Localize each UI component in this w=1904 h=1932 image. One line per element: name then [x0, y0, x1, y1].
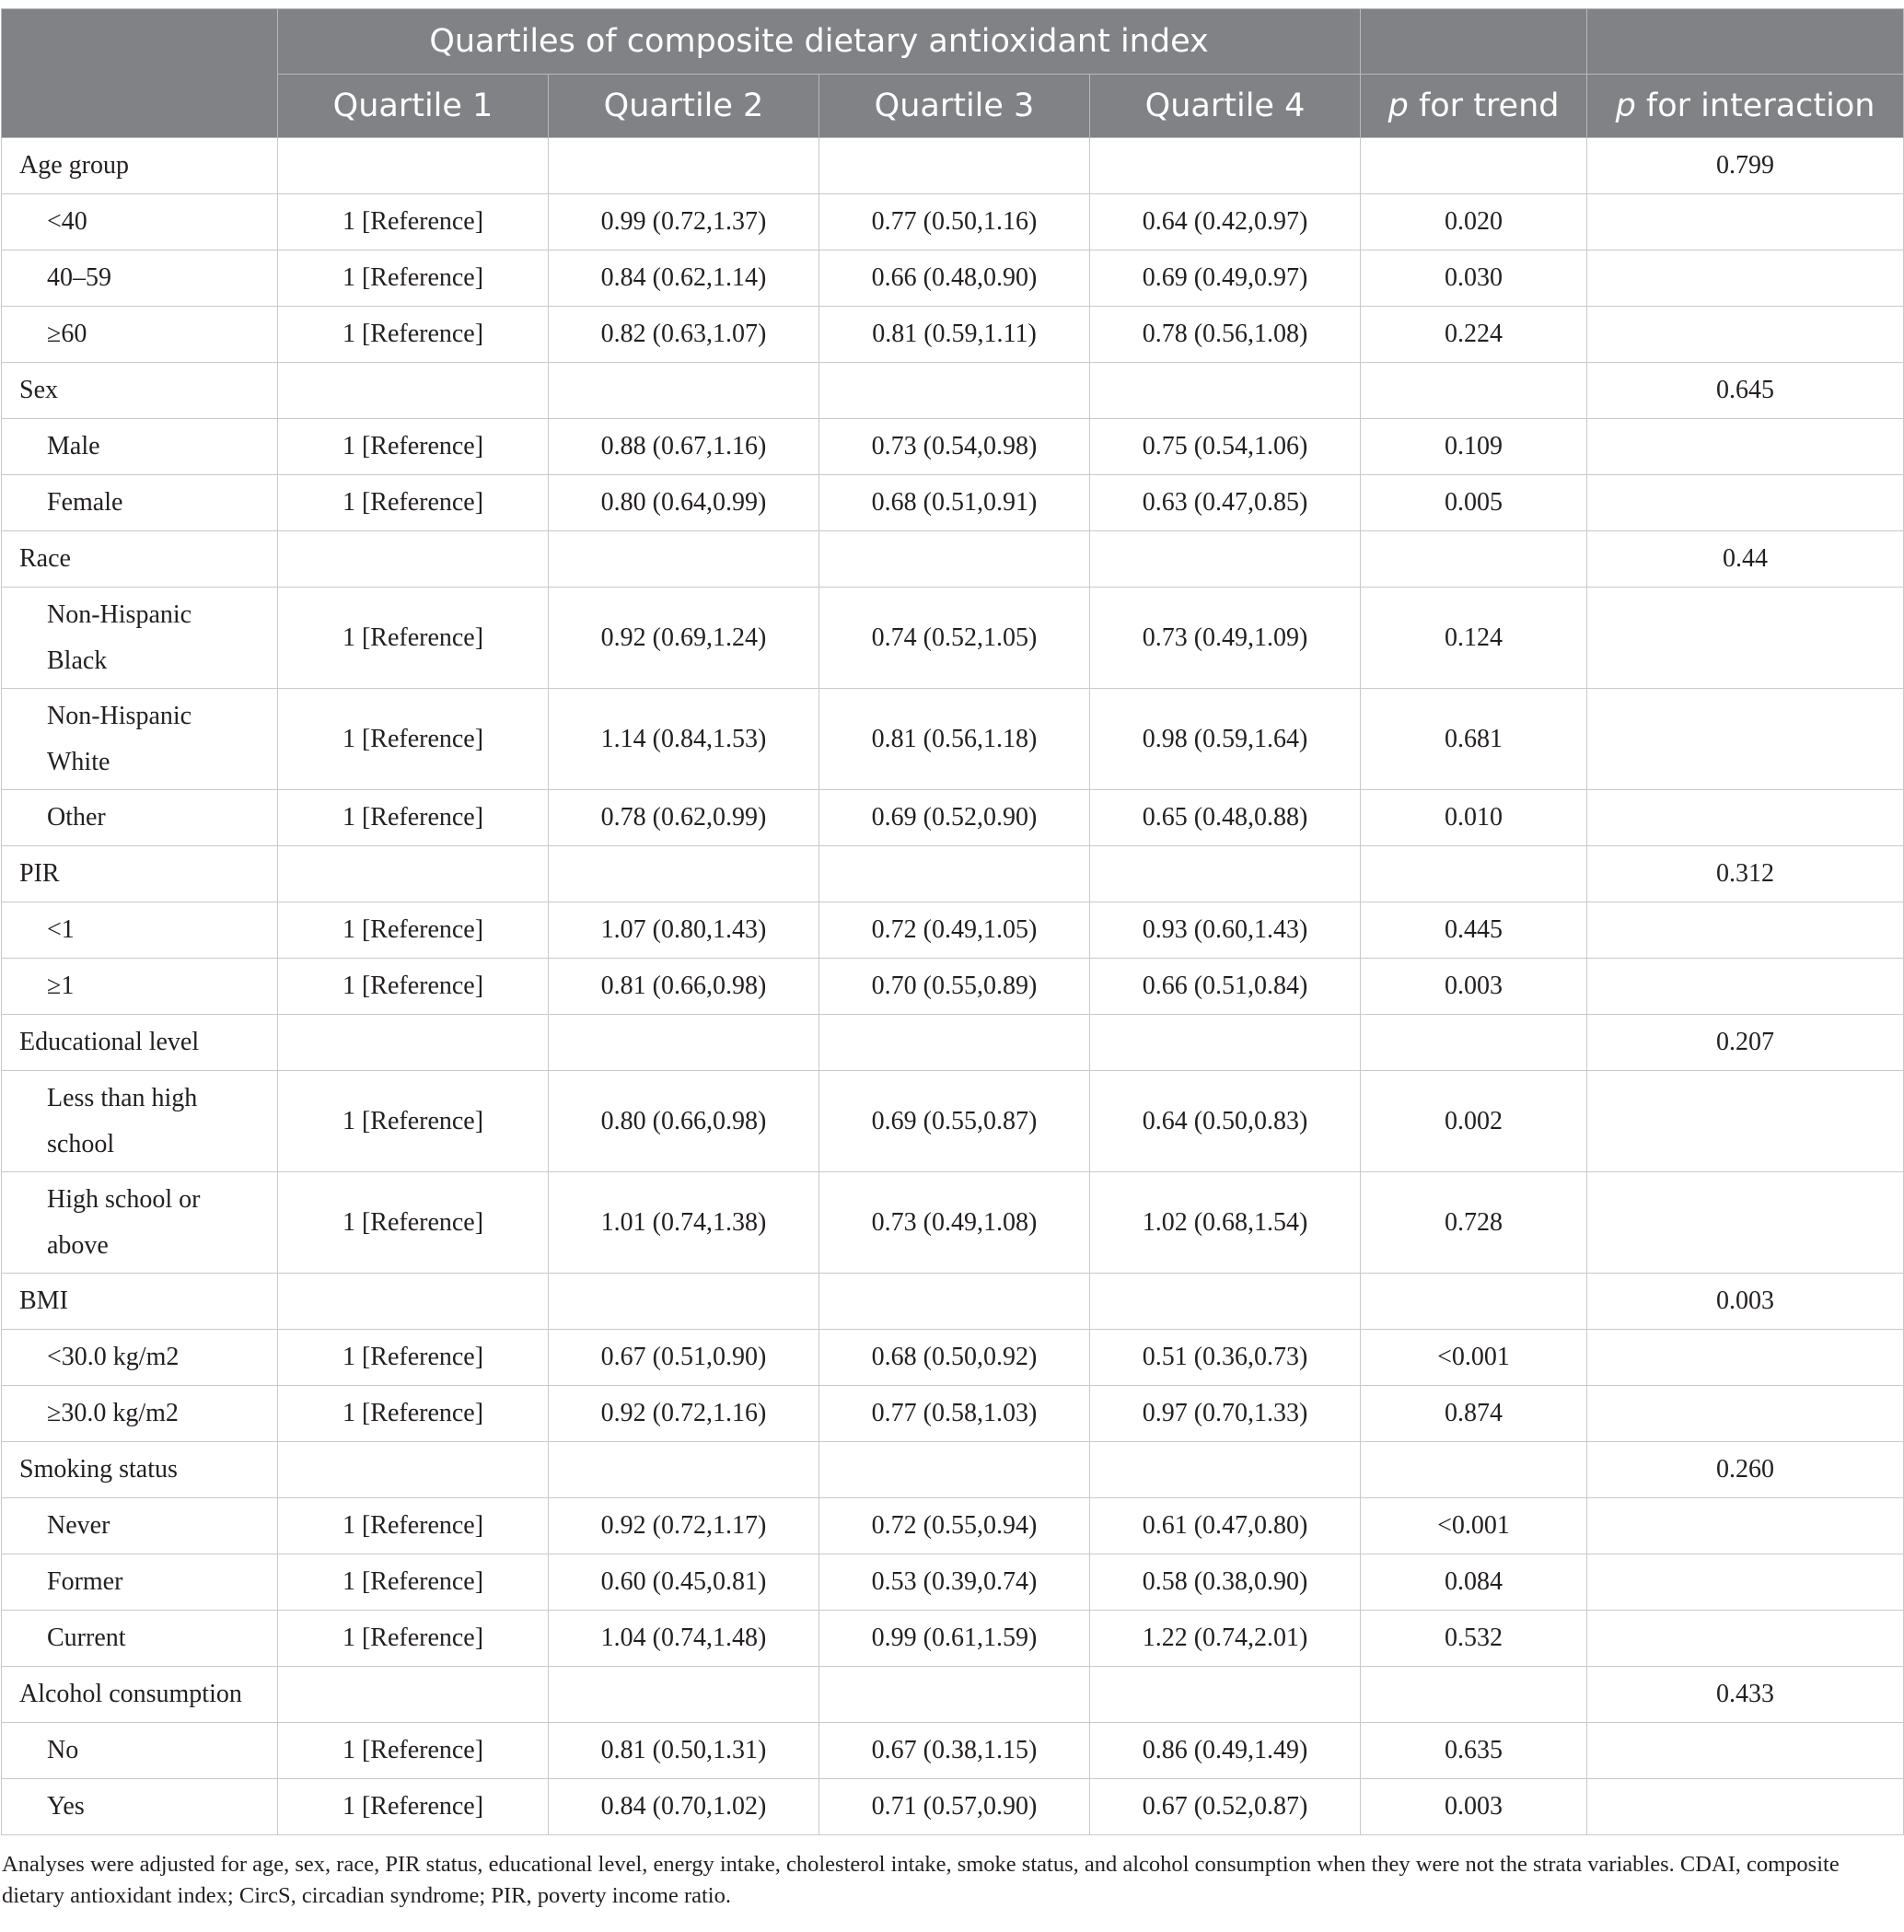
empty-cell	[1587, 959, 1904, 1015]
quartile-2-value: 0.92 (0.72,1.16)	[549, 1386, 819, 1442]
p-italic: p	[1615, 87, 1636, 124]
empty-cell	[549, 1442, 819, 1498]
quartile-3-value: 0.99 (0.61,1.59)	[819, 1611, 1090, 1667]
p-interaction-value: 0.799	[1587, 138, 1904, 194]
quartile-4-value: 0.97 (0.70,1.33)	[1090, 1386, 1361, 1442]
quartile-1-value: 1 [Reference]	[278, 1611, 549, 1667]
table-row	[2, 250, 1904, 307]
quartile-2-value: 0.67 (0.51,0.90)	[549, 1330, 819, 1386]
p-trend-value: 0.030	[1361, 250, 1587, 307]
quartile-2-value: 0.80 (0.66,0.98)	[549, 1071, 819, 1172]
quartile-2-value: 0.84 (0.62,1.14)	[549, 250, 819, 307]
row-label: 40–59	[2, 250, 278, 307]
quartile-1-value: 1 [Reference]	[278, 250, 549, 307]
p-interaction-value: 0.312	[1587, 846, 1904, 902]
p-trend-value: 0.728	[1361, 1172, 1587, 1274]
quartile-3-value: 0.68 (0.51,0.91)	[819, 475, 1090, 531]
header-blank-cell	[2, 9, 278, 138]
table-footnote: Analyses were adjusted for age, sex, race, PIR status, educational level, energy intake, cholesterol intake, smoke status, and alcohol consumption when they were not the strata variables. CDAI, composite dietary antioxidant index; CircS, circadian syndrome; PIR, poverty income ratio.	[2, 1852, 1840, 1908]
quartile-2-value: 1.14 (0.84,1.53)	[549, 689, 819, 790]
table-row	[2, 1330, 1904, 1386]
quartile-4-value: 0.63 (0.47,0.85)	[1090, 475, 1361, 531]
p-trend-value: 0.084	[1361, 1554, 1587, 1611]
empty-cell	[278, 531, 549, 588]
section-label: Alcohol consumption	[2, 1667, 278, 1723]
table-row	[2, 959, 1904, 1015]
section-label: Sex	[2, 363, 278, 419]
quartile-2-value: 0.92 (0.72,1.17)	[549, 1498, 819, 1554]
empty-cell	[819, 1015, 1090, 1071]
row-label: ≥1	[2, 959, 278, 1015]
quartile-3-value: 0.74 (0.52,1.05)	[819, 588, 1090, 689]
p-interaction-value: 0.44	[1587, 531, 1904, 588]
row-label-line: Less than high	[47, 1083, 198, 1112]
quartile-4-value: 0.78 (0.56,1.08)	[1090, 307, 1361, 363]
empty-cell	[1090, 1015, 1361, 1071]
quartile-3-value: 0.53 (0.39,0.74)	[819, 1554, 1090, 1611]
empty-cell	[1090, 1442, 1361, 1498]
section-label: PIR	[2, 846, 278, 902]
quartile-1-value: 1 [Reference]	[278, 1498, 549, 1554]
quartile-2-value: 0.80 (0.64,0.99)	[549, 475, 819, 531]
row-label	[2, 588, 278, 689]
table-row	[2, 1723, 1904, 1779]
p-trend-value: 0.005	[1361, 475, 1587, 531]
section-label: Smoking status	[2, 1442, 278, 1498]
quartile-3-value: 0.72 (0.49,1.05)	[819, 902, 1090, 959]
table-row	[2, 1071, 1904, 1172]
empty-cell	[1587, 1723, 1904, 1779]
header-quartile-1: Quartile 1	[278, 75, 549, 138]
quartile-3-value: 0.77 (0.58,1.03)	[819, 1386, 1090, 1442]
empty-cell	[549, 531, 819, 588]
empty-cell	[1587, 1498, 1904, 1554]
empty-cell	[1361, 846, 1587, 902]
header-quartile-2: Quartile 2	[549, 75, 819, 138]
empty-cell	[1090, 1274, 1361, 1330]
quartile-4-value: 0.98 (0.59,1.64)	[1090, 689, 1361, 790]
empty-cell	[1090, 846, 1361, 902]
section-label: Age group	[2, 138, 278, 194]
quartile-2-value: 0.81 (0.66,0.98)	[549, 959, 819, 1015]
quartile-1-value: 1 [Reference]	[278, 959, 549, 1015]
quartile-3-value: 0.81 (0.56,1.18)	[819, 689, 1090, 790]
p-interaction-value: 0.645	[1587, 363, 1904, 419]
section-label: Race	[2, 531, 278, 588]
quartile-2-value: 0.81 (0.50,1.31)	[549, 1723, 819, 1779]
empty-cell	[1090, 363, 1361, 419]
p-trend-value: 0.003	[1361, 959, 1587, 1015]
row-label	[2, 1071, 278, 1172]
header-group-title: Quartiles of composite dietary antioxidant index	[278, 9, 1361, 75]
empty-cell	[819, 138, 1090, 194]
p-trend-value: 0.010	[1361, 790, 1587, 846]
empty-cell	[1090, 531, 1361, 588]
empty-cell	[1587, 475, 1904, 531]
row-label: Current	[2, 1611, 278, 1667]
empty-cell	[1587, 1779, 1904, 1835]
empty-cell	[1587, 588, 1904, 689]
quartile-4-value: 0.69 (0.49,0.97)	[1090, 250, 1361, 307]
empty-cell	[278, 1015, 549, 1071]
table-header	[2, 9, 1904, 138]
quartile-2-value: 0.99 (0.72,1.37)	[549, 194, 819, 250]
empty-cell	[278, 846, 549, 902]
row-label: Other	[2, 790, 278, 846]
empty-cell	[1587, 1172, 1904, 1274]
table-row	[2, 689, 1904, 790]
table-row	[2, 1779, 1904, 1835]
quartile-4-value: 1.02 (0.68,1.54)	[1090, 1172, 1361, 1274]
row-label-line: Black	[47, 646, 108, 675]
quartile-3-value: 0.70 (0.55,0.89)	[819, 959, 1090, 1015]
empty-cell	[819, 531, 1090, 588]
quartile-4-value: 0.73 (0.49,1.09)	[1090, 588, 1361, 689]
row-label-line: White	[47, 747, 110, 776]
p-trend-value: 0.532	[1361, 1611, 1587, 1667]
empty-cell	[549, 1274, 819, 1330]
quartile-2-value: 1.01 (0.74,1.38)	[549, 1172, 819, 1274]
empty-cell	[819, 363, 1090, 419]
empty-cell	[1587, 250, 1904, 307]
p-trend-value: 0.681	[1361, 689, 1587, 790]
p-trend-value: <0.001	[1361, 1498, 1587, 1554]
row-label: Female	[2, 475, 278, 531]
p-italic: p	[1387, 87, 1409, 124]
header-blank-cell	[1587, 9, 1904, 75]
p-interaction-value: 0.433	[1587, 1667, 1904, 1723]
row-label	[2, 689, 278, 790]
empty-cell	[1587, 194, 1904, 250]
quartile-2-value: 0.88 (0.67,1.16)	[549, 419, 819, 475]
p-trend-value: 0.224	[1361, 307, 1587, 363]
section-label: BMI	[2, 1274, 278, 1330]
empty-cell	[549, 138, 819, 194]
table-row	[2, 588, 1904, 689]
table-section-row	[2, 138, 1904, 194]
empty-cell	[278, 138, 549, 194]
p-trend-value: 0.109	[1361, 419, 1587, 475]
quartile-1-value: 1 [Reference]	[278, 194, 549, 250]
empty-cell	[549, 846, 819, 902]
table-section-row	[2, 846, 1904, 902]
empty-cell	[1090, 1667, 1361, 1723]
empty-cell	[278, 1274, 549, 1330]
quartile-1-value: 1 [Reference]	[278, 1071, 549, 1172]
quartile-3-value: 0.66 (0.48,0.90)	[819, 250, 1090, 307]
row-label-line: above	[47, 1230, 109, 1260]
quartile-4-value: 0.86 (0.49,1.49)	[1090, 1723, 1361, 1779]
quartile-1-value: 1 [Reference]	[278, 307, 549, 363]
quartile-4-value: 0.64 (0.42,0.97)	[1090, 194, 1361, 250]
p-trend-value: <0.001	[1361, 1330, 1587, 1386]
quartile-3-value: 0.69 (0.52,0.90)	[819, 790, 1090, 846]
row-label: No	[2, 1723, 278, 1779]
quartile-2-value: 1.04 (0.74,1.48)	[549, 1611, 819, 1667]
p-trend-label: for trend	[1408, 87, 1560, 124]
empty-cell	[1587, 1611, 1904, 1667]
quartile-3-value: 0.67 (0.38,1.15)	[819, 1723, 1090, 1779]
header-p-for-trend	[1361, 75, 1587, 138]
empty-cell	[1587, 790, 1904, 846]
table-row	[2, 1386, 1904, 1442]
row-label: <30.0 kg/m2	[2, 1330, 278, 1386]
quartile-2-value: 0.60 (0.45,0.81)	[549, 1554, 819, 1611]
empty-cell	[1587, 902, 1904, 959]
p-interaction-label: for interaction	[1635, 87, 1875, 124]
p-trend-value: 0.020	[1361, 194, 1587, 250]
table-row	[2, 790, 1904, 846]
section-label: Educational level	[2, 1015, 278, 1071]
row-label-line: school	[47, 1129, 115, 1158]
table-section-row	[2, 531, 1904, 588]
header-blank-cell	[1361, 9, 1587, 75]
table-container	[0, 8, 1904, 1835]
quartile-1-value: 1 [Reference]	[278, 588, 549, 689]
quartile-4-value: 0.65 (0.48,0.88)	[1090, 790, 1361, 846]
quartile-1-value: 1 [Reference]	[278, 1779, 549, 1835]
quartile-1-value: 1 [Reference]	[278, 419, 549, 475]
empty-cell	[819, 1442, 1090, 1498]
empty-cell	[1587, 307, 1904, 363]
row-label: Male	[2, 419, 278, 475]
quartile-4-value: 0.61 (0.47,0.80)	[1090, 1498, 1361, 1554]
table-section-row	[2, 1015, 1904, 1071]
empty-cell	[549, 1015, 819, 1071]
p-trend-value: 0.445	[1361, 902, 1587, 959]
p-interaction-value: 0.003	[1587, 1274, 1904, 1330]
quartile-4-value: 0.66 (0.51,0.84)	[1090, 959, 1361, 1015]
empty-cell	[1361, 363, 1587, 419]
row-label-line: Non-Hispanic	[47, 701, 192, 730]
quartile-3-value: 0.72 (0.55,0.94)	[819, 1498, 1090, 1554]
row-label-line: Non-Hispanic	[47, 599, 192, 629]
empty-cell	[1361, 1015, 1587, 1071]
empty-cell	[1587, 1554, 1904, 1611]
empty-cell	[1361, 1274, 1587, 1330]
quartile-2-value: 0.92 (0.69,1.24)	[549, 588, 819, 689]
quartile-1-value: 1 [Reference]	[278, 902, 549, 959]
row-label: Never	[2, 1498, 278, 1554]
table-body	[2, 138, 1904, 1835]
table-row	[2, 1172, 1904, 1274]
table-row	[2, 1554, 1904, 1611]
table-row	[2, 194, 1904, 250]
empty-cell	[1361, 1667, 1587, 1723]
row-label	[2, 1172, 278, 1274]
header-quartile-4: Quartile 4	[1090, 75, 1361, 138]
quartile-1-value: 1 [Reference]	[278, 1172, 549, 1274]
quartile-2-value: 0.82 (0.63,1.07)	[549, 307, 819, 363]
table-section-row	[2, 1667, 1904, 1723]
subgroup-table	[1, 8, 1904, 1835]
quartile-3-value: 0.68 (0.50,0.92)	[819, 1330, 1090, 1386]
quartile-1-value: 1 [Reference]	[278, 1723, 549, 1779]
quartile-4-value: 0.93 (0.60,1.43)	[1090, 902, 1361, 959]
p-trend-value: 0.635	[1361, 1723, 1587, 1779]
row-label: Former	[2, 1554, 278, 1611]
empty-cell	[1587, 1330, 1904, 1386]
quartile-1-value: 1 [Reference]	[278, 1386, 549, 1442]
row-label: ≥60	[2, 307, 278, 363]
quartile-2-value: 0.78 (0.62,0.99)	[549, 790, 819, 846]
empty-cell	[1587, 1386, 1904, 1442]
p-trend-value: 0.874	[1361, 1386, 1587, 1442]
quartile-3-value: 0.69 (0.55,0.87)	[819, 1071, 1090, 1172]
table-row	[2, 419, 1904, 475]
quartile-4-value: 0.51 (0.36,0.73)	[1090, 1330, 1361, 1386]
quartile-4-value: 0.64 (0.50,0.83)	[1090, 1071, 1361, 1172]
empty-cell	[1361, 531, 1587, 588]
quartile-1-value: 1 [Reference]	[278, 689, 549, 790]
header-p-for-interaction	[1587, 75, 1904, 138]
empty-cell	[1090, 138, 1361, 194]
p-trend-value: 0.124	[1361, 588, 1587, 689]
quartile-3-value: 0.77 (0.50,1.16)	[819, 194, 1090, 250]
quartile-4-value: 1.22 (0.74,2.01)	[1090, 1611, 1361, 1667]
p-interaction-value: 0.260	[1587, 1442, 1904, 1498]
quartile-1-value: 1 [Reference]	[278, 1330, 549, 1386]
table-row	[2, 1498, 1904, 1554]
header-quartile-3: Quartile 3	[819, 75, 1090, 138]
quartile-4-value: 0.67 (0.52,0.87)	[1090, 1779, 1361, 1835]
quartile-3-value: 0.73 (0.49,1.08)	[819, 1172, 1090, 1274]
quartile-1-value: 1 [Reference]	[278, 475, 549, 531]
empty-cell	[1587, 689, 1904, 790]
quartile-1-value: 1 [Reference]	[278, 790, 549, 846]
empty-cell	[549, 1667, 819, 1723]
quartile-2-value: 0.84 (0.70,1.02)	[549, 1779, 819, 1835]
p-trend-value: 0.003	[1361, 1779, 1587, 1835]
table-row	[2, 475, 1904, 531]
empty-cell	[1587, 419, 1904, 475]
empty-cell	[278, 1667, 549, 1723]
empty-cell	[1361, 1442, 1587, 1498]
table-row	[2, 307, 1904, 363]
row-label: <1	[2, 902, 278, 959]
table-section-row	[2, 1274, 1904, 1330]
empty-cell	[549, 363, 819, 419]
table-section-row	[2, 363, 1904, 419]
quartile-3-value: 0.81 (0.59,1.11)	[819, 307, 1090, 363]
table-row	[2, 1611, 1904, 1667]
p-interaction-value: 0.207	[1587, 1015, 1904, 1071]
quartile-4-value: 0.58 (0.38,0.90)	[1090, 1554, 1361, 1611]
table-row	[2, 902, 1904, 959]
quartile-3-value: 0.71 (0.57,0.90)	[819, 1779, 1090, 1835]
row-label: ≥30.0 kg/m2	[2, 1386, 278, 1442]
quartile-1-value: 1 [Reference]	[278, 1554, 549, 1611]
quartile-3-value: 0.73 (0.54,0.98)	[819, 419, 1090, 475]
p-trend-value: 0.002	[1361, 1071, 1587, 1172]
row-label: Yes	[2, 1779, 278, 1835]
quartile-2-value: 1.07 (0.80,1.43)	[549, 902, 819, 959]
empty-cell	[278, 1442, 549, 1498]
empty-cell	[1361, 138, 1587, 194]
empty-cell	[1587, 1071, 1904, 1172]
table-section-row	[2, 1442, 1904, 1498]
empty-cell	[819, 1667, 1090, 1723]
quartile-4-value: 0.75 (0.54,1.06)	[1090, 419, 1361, 475]
empty-cell	[278, 363, 549, 419]
empty-cell	[819, 846, 1090, 902]
row-label: <40	[2, 194, 278, 250]
row-label-line: High school or	[47, 1184, 201, 1214]
empty-cell	[819, 1274, 1090, 1330]
